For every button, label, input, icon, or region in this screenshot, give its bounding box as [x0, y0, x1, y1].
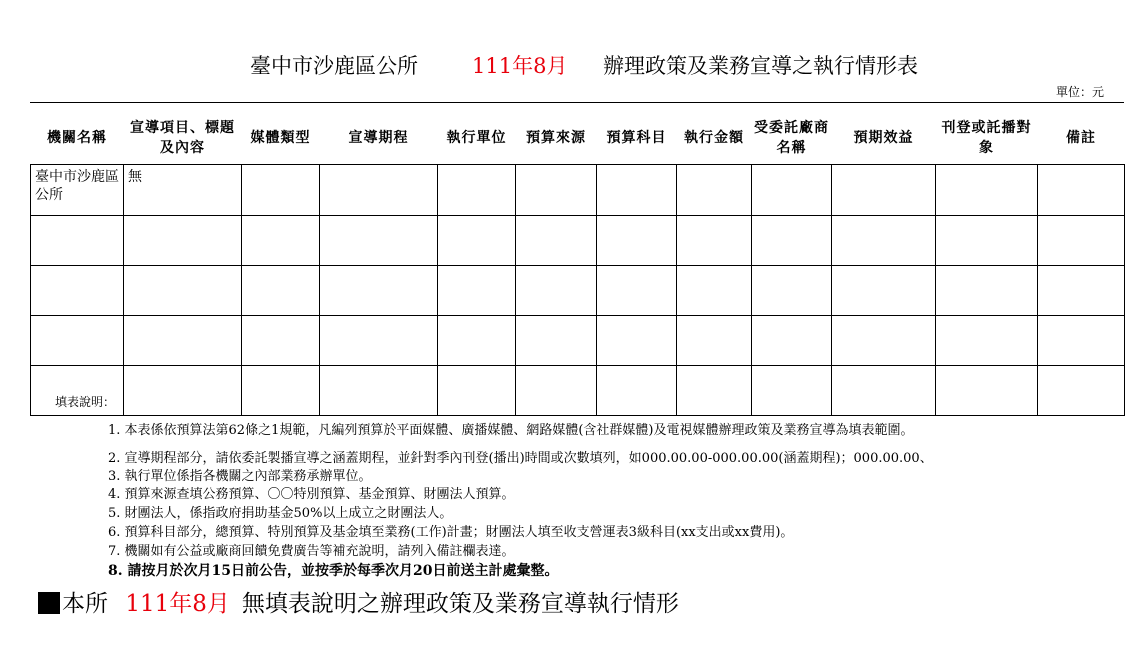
table-row: [31, 165, 1125, 216]
note-item: 3. 執行單位係指各機關之內部業務承辦單位。: [108, 469, 372, 484]
footer-statement: [38, 585, 679, 618]
col-header: 預期效益: [853, 129, 914, 146]
header-divider: [30, 102, 1124, 103]
table-cell: [677, 316, 752, 366]
table-cell: [597, 366, 677, 416]
table-cell: [320, 366, 438, 416]
table-cell: [124, 266, 242, 316]
table-cell: [832, 165, 936, 216]
table-cell: [320, 266, 438, 316]
note-item: 5. 財團法人，係指政府捐助基金50%以上成立之財團法人。: [108, 506, 453, 521]
footer-period: 111年8月: [125, 591, 230, 617]
table-cell: [752, 266, 832, 316]
col-header: 刊登或託播對象: [941, 119, 1032, 156]
table-cell: [438, 366, 516, 416]
table-cell: [677, 165, 752, 216]
footer-prefix: 本所: [62, 591, 108, 617]
table-cell: [752, 216, 832, 266]
title-period: 111年8月: [472, 54, 568, 78]
table-cell: [438, 165, 516, 216]
note-item: 4. 預算來源查填公務預算、〇〇特別預算、基金預算、財團法人預算。: [108, 487, 515, 502]
table-cell: [597, 216, 677, 266]
table-cell: [438, 316, 516, 366]
table-cell: [242, 366, 320, 416]
table-cell: 無: [124, 165, 242, 216]
black-square-icon: [38, 592, 60, 614]
table-cell: [438, 266, 516, 316]
table-cell: [832, 366, 936, 416]
table-header-row: [31, 111, 1125, 165]
table-cell: [1038, 316, 1125, 366]
table-cell: [936, 216, 1038, 266]
table-cell: [597, 266, 677, 316]
table-cell: [677, 216, 752, 266]
table-cell: [936, 366, 1038, 416]
table-cell: [1038, 266, 1125, 316]
table-cell: 臺中市沙鹿區公所: [31, 165, 124, 216]
note-item: 7. 機關如有公益或廠商回饋免費廣告等補充說明，請列入備註欄表達。: [108, 544, 515, 559]
col-header: 預算科目: [606, 129, 667, 146]
note-item: 1. 本表係依預算法第62條之1規範，凡編列預算於平面媒體、廣播媒體、網路媒體(含社群媒體)及電視媒體辦理政策及業務宣導為填表範圍。: [108, 423, 914, 438]
table-cell: [124, 216, 242, 266]
col-header: 執行單位: [446, 129, 507, 146]
table-cell: [242, 316, 320, 366]
table-cell: [1038, 366, 1125, 416]
table-row: [31, 266, 1125, 316]
table-cell: [516, 366, 597, 416]
table-cell: [936, 266, 1038, 316]
title-text: 辦理政策及業務宣導之執行情形表: [603, 54, 918, 78]
col-header: 預算來源: [526, 129, 586, 146]
table-cell: [31, 316, 124, 366]
table-cell: [597, 316, 677, 366]
notes-heading: 填表說明：: [55, 395, 116, 409]
table-cell: [936, 165, 1038, 216]
col-header: 執行金額: [684, 129, 744, 146]
note-item: 6. 預算科目部分，總預算、特別預算及基金填至業務(工作)計畫；財團法人填至收支營運表3級科目(xx支出或xx費用)。: [108, 525, 794, 540]
table-cell: [752, 366, 832, 416]
table-cell: [31, 266, 124, 316]
col-header: 備註: [1066, 129, 1096, 146]
table-row: [31, 216, 1125, 266]
table-cell: [832, 216, 936, 266]
title-org: 臺中市沙鹿區公所: [250, 54, 418, 78]
col-header: 媒體類型: [250, 129, 311, 146]
col-header: 宣導期程: [348, 129, 409, 146]
table-cell: [1038, 216, 1125, 266]
table-cell: [31, 216, 124, 266]
report-table: [30, 111, 1125, 416]
table-cell: [242, 216, 320, 266]
table-cell: [320, 216, 438, 266]
table-row: [31, 316, 1125, 366]
unit-label: 單位：元: [1056, 85, 1105, 99]
table-cell: [597, 165, 677, 216]
table-cell: [677, 266, 752, 316]
col-header: 機關名稱: [47, 129, 107, 146]
footer-text: 無填表說明之辦理政策及業務宣導執行情形: [241, 591, 679, 617]
table-cell: [832, 316, 936, 366]
note-item: 2. 宣導期程部分，請依委託製播宣導之涵蓋期程，並針對季內刊登(播出)時間或次數填列，如000.00.00-000.00.00(涵蓋期程)；000.00.00、: [108, 451, 933, 466]
col-header: 受委託廠商名稱: [754, 119, 829, 156]
table-cell: [320, 316, 438, 366]
table-cell: [516, 266, 597, 316]
table-cell: [124, 366, 242, 416]
table-cell: [516, 165, 597, 216]
col-header: 宣導項目、標題及內容: [130, 119, 235, 156]
note-item: 8. 請按月於次月15日前公告，並按季於每季次月20日前送主計處彙整。: [108, 563, 559, 579]
table-cell: [320, 165, 438, 216]
table-cell: [752, 165, 832, 216]
table-cell: [242, 165, 320, 216]
table-cell: [516, 216, 597, 266]
table-cell: [242, 266, 320, 316]
table-cell: [936, 316, 1038, 366]
table-cell: [438, 216, 516, 266]
table-cell: [832, 266, 936, 316]
table-cell: [752, 316, 832, 366]
table-row: [31, 366, 1125, 416]
table-cell: [124, 316, 242, 366]
table-cell: [1038, 165, 1125, 216]
table-cell: [677, 366, 752, 416]
table-cell: [516, 316, 597, 366]
